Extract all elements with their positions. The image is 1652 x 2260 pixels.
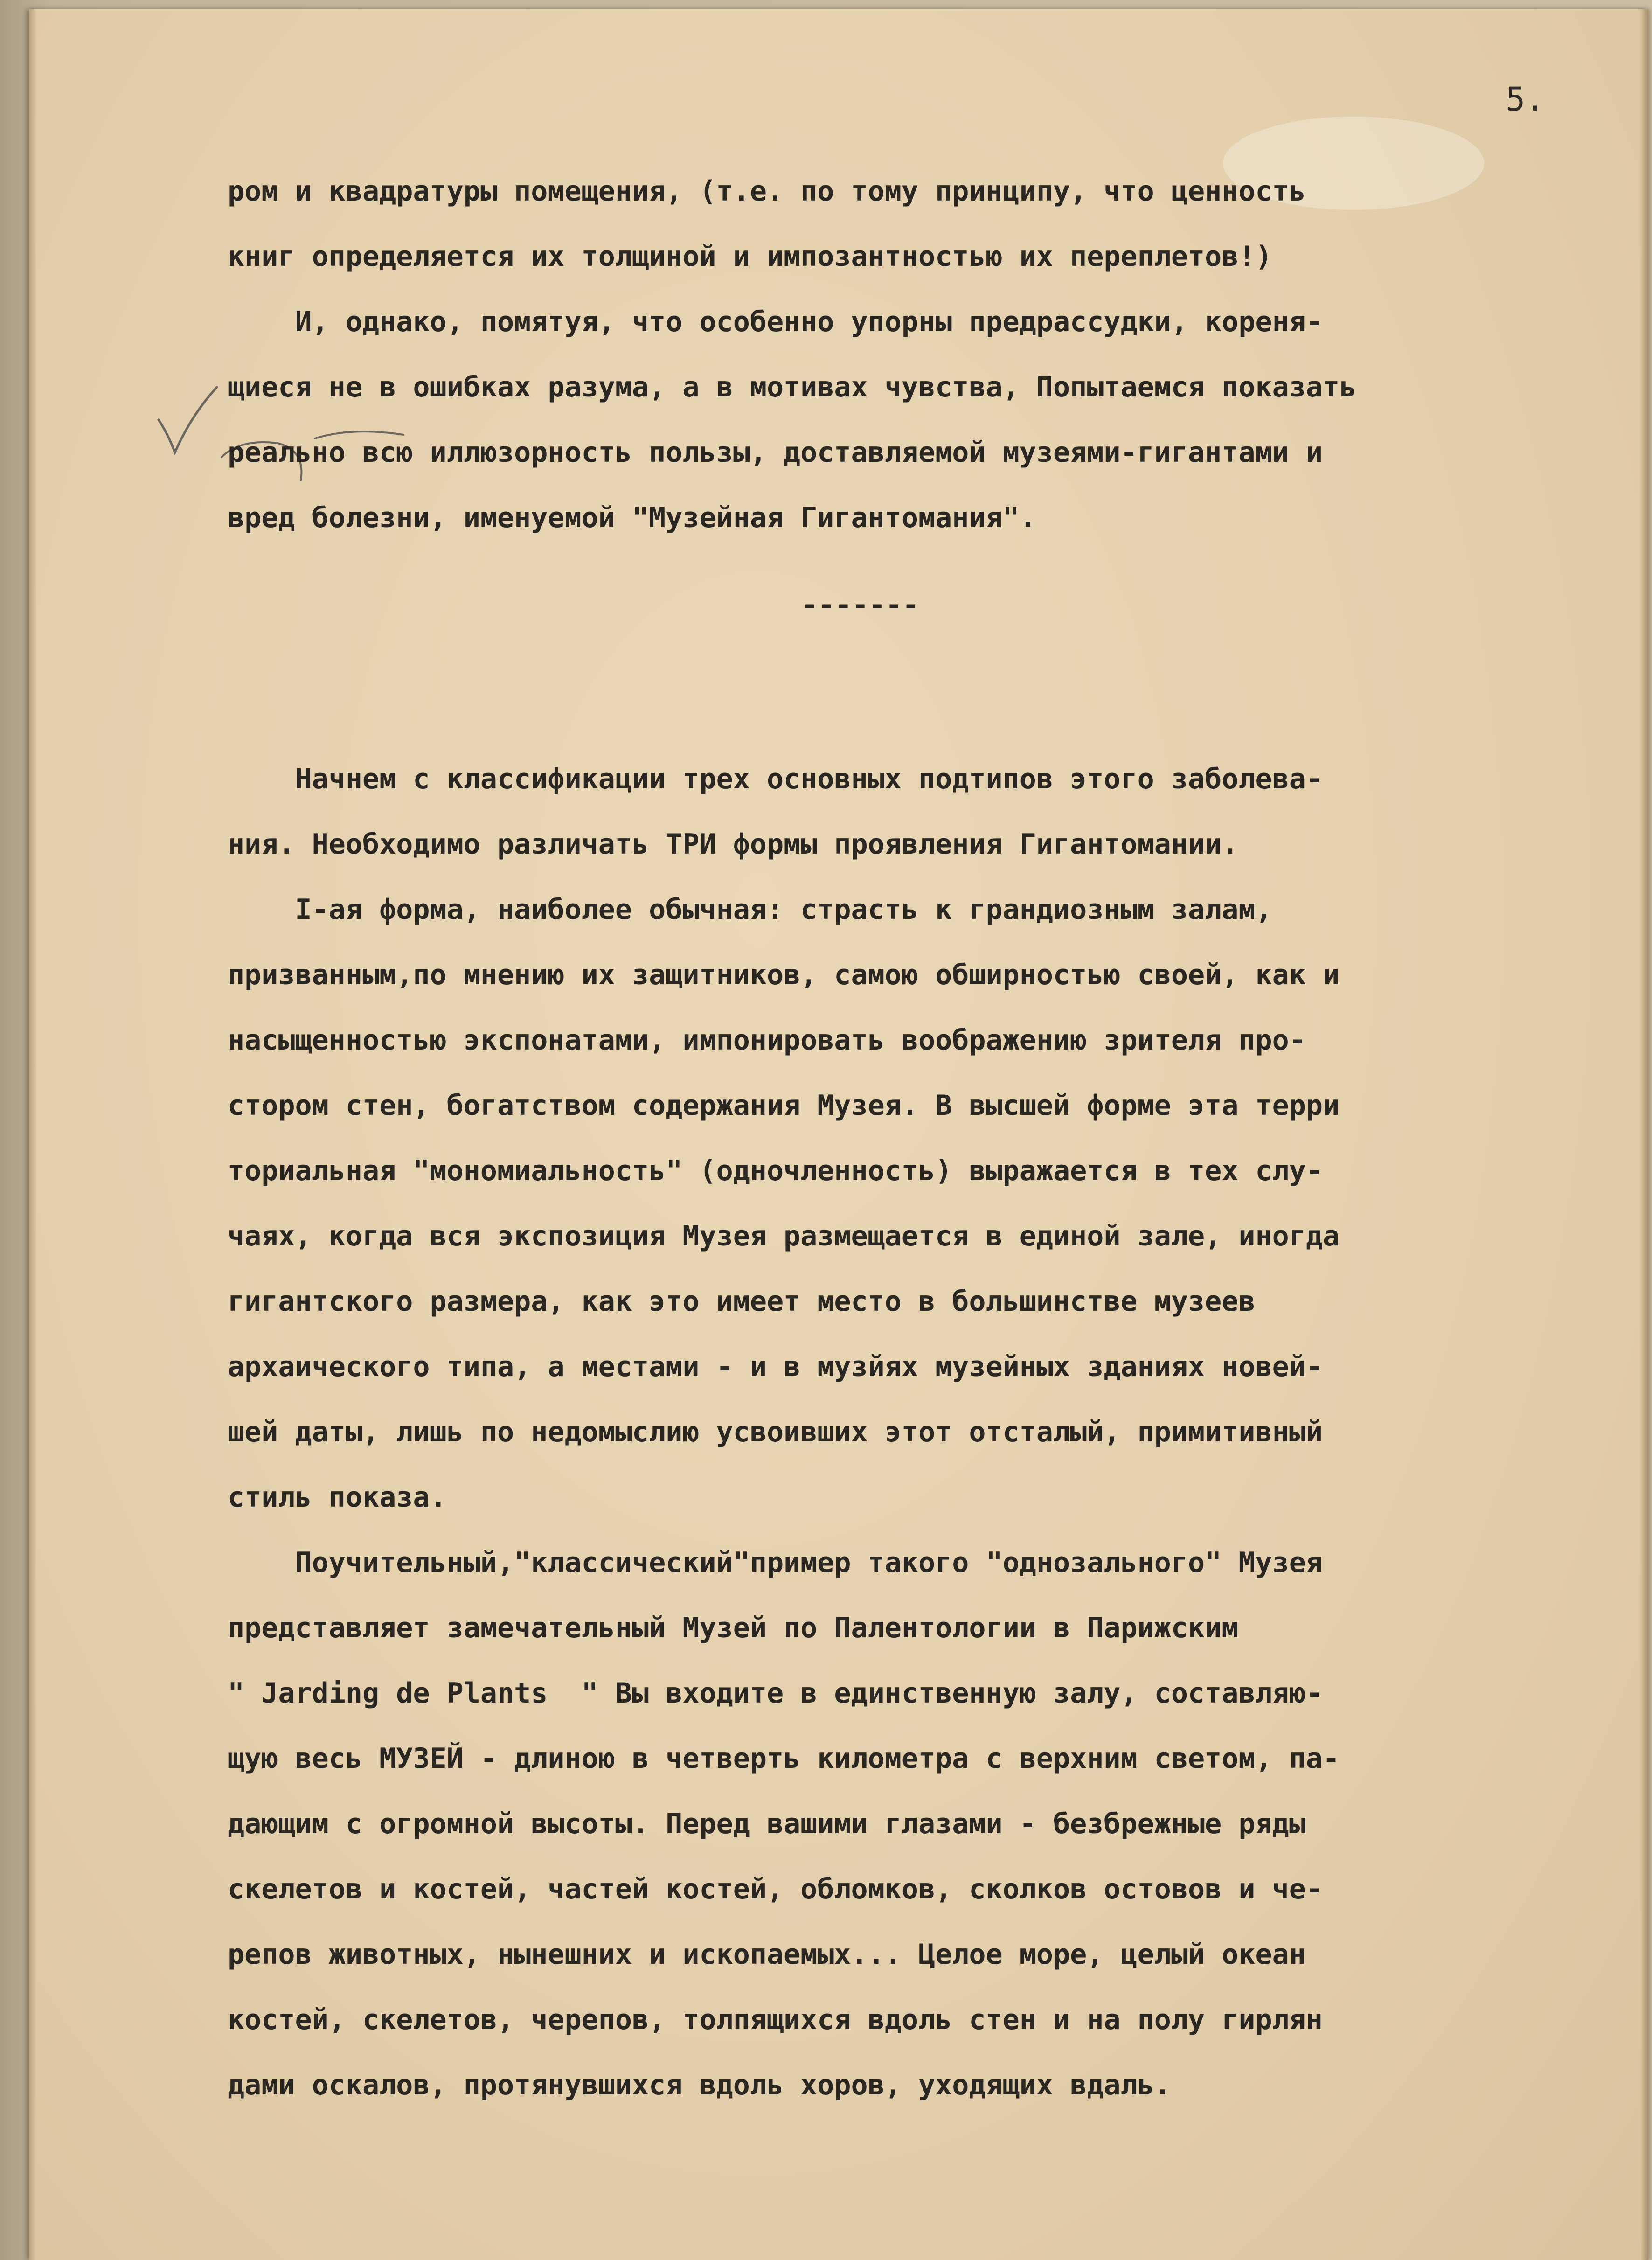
text-line: I-ая форма, наиболее обычная: страсть к грандиозным залам,: [228, 893, 1272, 926]
text-line: ния. Необходимо различать ТРИ формы проявления Гигантомании.: [228, 828, 1239, 861]
text-line: гигантского размера, как это имеет место в большинстве музеев: [228, 1285, 1256, 1318]
paragraph-block-1: [228, 159, 1608, 550]
text-line: книг определяется их толщиной и импозантностью их переплетов!): [228, 240, 1272, 273]
page-left-edge: [29, 9, 36, 2260]
text-line: вред болезни, именуемой "Музейная Гигантомания".: [228, 501, 1036, 534]
text-line: реально всю иллюзорность пользы, доставляемой музеями-гигантами и: [228, 436, 1323, 469]
text-line: И, однако, помятуя, что особенно упорны предрассудки, кореня-: [228, 306, 1323, 338]
page-number: 5.: [1506, 80, 1545, 118]
text-line: дами оскалов, протянувшихся вдоль хоров, уходящих вдаль.: [228, 2069, 1171, 2101]
text-line: архаического типа, а местами - и в музйях музейных зданиях новей-: [228, 1350, 1323, 1383]
text-line: насыщенностью экспонатами, импонировать воображению зрителя про-: [228, 1024, 1306, 1057]
text-line: дающим с огромной высоты. Перед вашими глазами - безбрежные ряды: [228, 1808, 1306, 1840]
text-line: Поучительный,"классический"пример такого "однозального" Музея: [228, 1546, 1323, 1579]
text-line: костей, скелетов, черепов, толпящихся вдоль стен и на полу гирлян: [228, 2003, 1323, 2036]
text-line: Начнем с классификации трех основных подтипов этого заболева-: [228, 763, 1323, 795]
text-line: ториальная "мономиальность" (одночленность) выражается в тех слу-: [228, 1154, 1323, 1187]
text-line: щую весь МУЗЕЙ - длиною в четверть километра с верхним светом, па-: [228, 1742, 1340, 1775]
text-line: щиеся не в ошибках разума, а в мотивах чувства, Попытаемся показать: [228, 371, 1357, 403]
text-line: представляет замечательный Музей по Палентологии в Парижским: [228, 1612, 1239, 1644]
text-line: стиль показа.: [228, 1481, 447, 1514]
text-line: шей даты, лишь по недомыслию усвоивших этот отсталый, примитивный: [228, 1416, 1323, 1448]
text-line: скелетов и костей, частей костей, обломков, сколков остовов и че-: [228, 1873, 1323, 1905]
text-line: репов животных, нынешних и ископаемых... Целое море, целый океан: [228, 1938, 1306, 1971]
section-separator: -------: [801, 589, 919, 621]
text-line: " Jarding de Plants " Вы входите в единственную залу, составляю-: [228, 1677, 1323, 1710]
page-right-edge: [1640, 9, 1648, 2260]
text-line: чаях, когда вся экспозиция Музея размещается в единой зале, иногда: [228, 1220, 1340, 1252]
pencil-checkmark-icon: [154, 382, 219, 457]
text-line: призванным,по мнению их защитников, самою обширностью своей, как и: [228, 959, 1340, 991]
text-line: ром и квадратуры помещения, (т.е. по тому принципу, что ценность: [228, 175, 1306, 208]
text-line: стором стен, богатством содержания Музея. В высшей форме эта терри: [228, 1089, 1340, 1122]
paragraph-block-2: [228, 746, 1608, 2118]
